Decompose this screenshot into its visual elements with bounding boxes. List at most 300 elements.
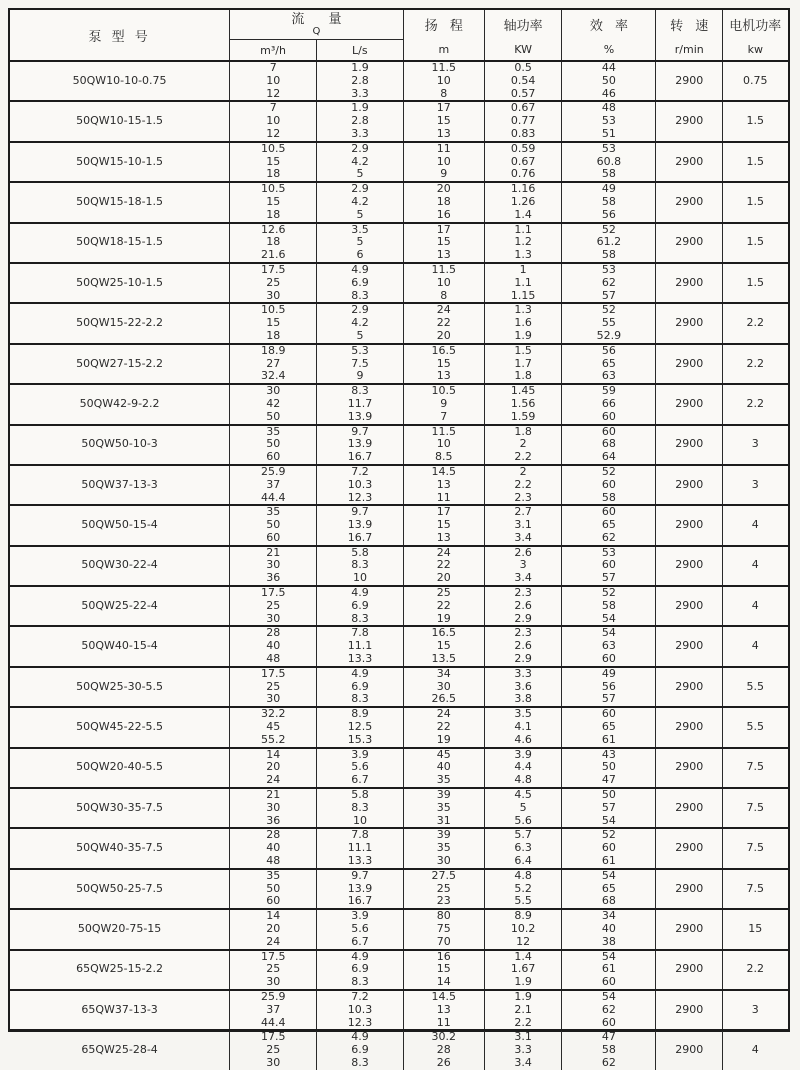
value-line: 3.3 [514, 666, 532, 680]
header-pump-model-label: 泵 型 号 [88, 30, 151, 45]
flow-m3h-cell [230, 910, 317, 948]
value-line: 14 [266, 747, 281, 761]
value-line: 54 [601, 626, 616, 640]
value-line: 30 [266, 1055, 281, 1069]
value-line: 10 [436, 437, 451, 451]
header-head-unit: m [438, 43, 450, 56]
value-line: 2.9 [514, 652, 532, 666]
value-line: 13 [436, 369, 451, 383]
value-line: 80 [436, 909, 451, 923]
value-line: 56 [601, 343, 616, 357]
motor-power-cell: 1.5 [746, 275, 765, 289]
table-row [10, 304, 788, 344]
value-line: 52 [601, 586, 616, 600]
value-line: 60 [601, 841, 616, 855]
value-line: 5.7 [514, 828, 532, 842]
value-line: 26 [436, 1055, 451, 1069]
flow-ls-cell [317, 143, 403, 181]
value-line: 13 [436, 248, 451, 262]
speed-cell: 2900 [656, 224, 723, 262]
motor-power-cell: 7.5 [746, 800, 765, 814]
flow-m3h-cell [230, 224, 317, 262]
value-line: 56 [601, 679, 616, 693]
value-line: 30 [266, 611, 281, 625]
shaft-power-cell [485, 466, 562, 504]
motor-power-cell: 15 [748, 922, 763, 935]
table-row [10, 991, 788, 1031]
pump-model-cell: 50QW25-22-4 [10, 587, 230, 625]
value-line: 16 [436, 207, 451, 221]
value-line: 0.83 [510, 126, 536, 140]
shaft-power-cell [485, 910, 562, 948]
value-line: 65 [601, 356, 616, 370]
motor-power-cell: 1.5 [746, 194, 765, 208]
speed-cell: 2900 [656, 587, 723, 625]
value-line: 25 [266, 275, 281, 289]
shaft-power-cell [485, 183, 562, 221]
value-line: 50 [601, 760, 616, 774]
value-line: 65 [601, 518, 616, 532]
value-line: 5 [356, 328, 364, 342]
header-motor-power-unit: kw [747, 43, 763, 56]
value-line: 68 [601, 894, 616, 908]
header-speed-label: 转 速 [670, 19, 713, 34]
value-line: 6.7 [351, 934, 369, 948]
header-efficiency-unit: % [603, 43, 615, 56]
value-line: 44 [601, 61, 616, 74]
motor-power-cell: 1.5 [746, 154, 765, 168]
value-line: 1.16 [510, 182, 536, 196]
value-line: 9.7 [351, 424, 369, 438]
value-line: 3.1 [514, 1030, 532, 1044]
value-line: 12 [266, 86, 281, 100]
value-line: 7 [269, 61, 277, 74]
value-line: 4.1 [514, 720, 532, 734]
value-line: 3 [519, 558, 527, 572]
value-line: 40 [601, 922, 616, 935]
value-line: 60 [601, 505, 616, 519]
value-line: 57 [601, 288, 616, 302]
value-line: 34 [601, 909, 616, 923]
value-line: 2.9 [351, 141, 369, 155]
value-line: 0.67 [510, 101, 536, 115]
value-line: 3.5 [351, 222, 369, 236]
value-line: 8.3 [351, 384, 369, 398]
value-line: 7.8 [351, 626, 369, 640]
value-line: 35 [266, 424, 281, 438]
value-line: 4.9 [351, 262, 369, 276]
flow-m3h-cell [230, 991, 317, 1029]
efficiency-cell [562, 62, 656, 100]
flow-m3h-cell [230, 749, 317, 787]
value-line: 8.3 [351, 611, 369, 625]
value-line: 58 [601, 194, 616, 208]
flow-m3h-cell [230, 102, 317, 140]
value-line: 22 [436, 316, 451, 330]
efficiency-cell [562, 547, 656, 585]
shaft-power-cell [485, 829, 562, 867]
value-line: 60 [601, 409, 616, 423]
value-line: 1.8 [514, 424, 532, 438]
speed-cell: 2900 [656, 829, 723, 867]
value-line: 10 [436, 73, 451, 87]
efficiency-cell [562, 789, 656, 827]
value-line: 3.3 [351, 126, 369, 140]
speed-cell: 2900 [656, 668, 723, 706]
value-line: 10 [352, 571, 367, 585]
head-cell [404, 62, 485, 100]
value-line: 40 [266, 841, 281, 855]
value-line: 28 [436, 1043, 451, 1057]
motor-power-cell: 7.5 [746, 881, 765, 895]
value-line: 5.8 [351, 788, 369, 802]
value-line: 15 [436, 114, 451, 128]
value-line: 3.9 [514, 747, 532, 761]
value-line: 13.9 [347, 409, 373, 423]
flow-ls-cell [317, 304, 403, 342]
value-line: 2.3 [514, 586, 532, 600]
value-line: 60 [266, 530, 281, 544]
value-line: 62 [601, 275, 616, 289]
value-line: 15 [436, 639, 451, 653]
value-line: 27.5 [431, 868, 457, 882]
shaft-power-cell [485, 991, 562, 1029]
flow-ls-cell [317, 749, 403, 787]
value-line: 6.4 [514, 854, 532, 868]
header-shaft-power [485, 10, 562, 60]
value-line: 1.56 [510, 396, 536, 410]
head-cell [404, 466, 485, 504]
flow-m3h-cell [230, 143, 317, 181]
value-line: 2.2 [514, 477, 532, 491]
header-efficiency-label: 效 率 [589, 19, 632, 34]
value-line: 35 [266, 505, 281, 519]
value-line: 1.9 [514, 989, 532, 1003]
flow-ls-cell [317, 991, 403, 1029]
value-line: 57 [601, 692, 616, 706]
pump-model-cell: 65QW25-28-4 [10, 1031, 230, 1069]
speed-cell: 2900 [656, 749, 723, 787]
value-line: 2.6 [514, 545, 532, 559]
value-line: 11 [436, 1015, 451, 1029]
table-row [10, 426, 788, 466]
speed-cell: 2900 [656, 506, 723, 544]
value-line: 3.3 [351, 86, 369, 100]
value-line: 54 [601, 813, 616, 827]
speed-cell: 2900 [656, 385, 723, 423]
efficiency-cell [562, 385, 656, 423]
value-line: 50 [266, 881, 281, 895]
value-line: 16.7 [347, 894, 373, 908]
motor-power-cell: 1.5 [746, 235, 765, 249]
value-line: 5.6 [514, 813, 532, 827]
flow-m3h-cell [230, 183, 317, 221]
efficiency-cell [562, 627, 656, 665]
table-row [10, 466, 788, 506]
head-cell [404, 870, 485, 908]
flow-m3h-cell [230, 264, 317, 302]
value-line: 11.5 [431, 424, 457, 438]
value-line: 9.7 [351, 868, 369, 882]
speed-cell: 2900 [656, 62, 723, 100]
motor-power-cell: 2.2 [746, 356, 765, 370]
value-line: 10.5 [260, 141, 286, 155]
shaft-power-cell [485, 426, 562, 464]
value-line: 30 [266, 384, 281, 398]
value-line: 0.54 [510, 73, 536, 87]
value-line: 25 [266, 598, 281, 612]
efficiency-cell [562, 506, 656, 544]
value-line: 4.8 [514, 868, 532, 882]
value-line: 55 [601, 316, 616, 330]
value-line: 25 [266, 1043, 281, 1057]
head-cell [404, 183, 485, 221]
value-line: 17.5 [260, 586, 286, 600]
value-line: 10 [266, 73, 281, 87]
value-line: 62 [601, 530, 616, 544]
value-line: 1.4 [514, 207, 532, 221]
shaft-power-cell [485, 789, 562, 827]
shaft-power-cell [485, 264, 562, 302]
value-line: 11 [436, 141, 451, 155]
value-line: 1.7 [514, 356, 532, 370]
value-line: 49 [601, 666, 616, 680]
value-line: 10.3 [347, 477, 373, 491]
value-line: 52 [601, 222, 616, 236]
value-line: 35 [436, 773, 451, 787]
table-body [10, 62, 788, 1070]
value-line: 18 [266, 167, 281, 181]
value-line: 21 [266, 545, 281, 559]
pump-model-cell: 65QW37-13-3 [10, 991, 230, 1029]
value-line: 6.3 [514, 841, 532, 855]
shaft-power-cell [485, 102, 562, 140]
value-line: 54 [601, 868, 616, 882]
header-speed-unit: r/min [674, 43, 704, 56]
value-line: 51 [601, 126, 616, 140]
value-line: 10 [436, 275, 451, 289]
value-line: 25.9 [260, 464, 286, 478]
flow-ls-cell [317, 506, 403, 544]
value-line: 6.9 [351, 275, 369, 289]
value-line: 26.5 [431, 692, 457, 706]
flow-ls-cell [317, 426, 403, 464]
head-cell [404, 668, 485, 706]
value-line: 60 [601, 707, 616, 721]
shaft-power-cell [485, 385, 562, 423]
value-line: 15 [436, 962, 451, 976]
value-line: 18 [266, 328, 281, 342]
efficiency-cell [562, 910, 656, 948]
value-line: 30 [436, 679, 451, 693]
value-line: 16.5 [431, 343, 457, 357]
value-line: 50 [601, 73, 616, 87]
value-line: 2.2 [514, 450, 532, 464]
head-cell [404, 143, 485, 181]
head-cell [404, 304, 485, 342]
speed-cell: 2900 [656, 708, 723, 746]
head-cell [404, 587, 485, 625]
efficiency-cell [562, 466, 656, 504]
value-line: 1.2 [514, 235, 532, 249]
value-line: 36 [266, 571, 281, 585]
table-row [10, 264, 788, 304]
pump-model-cell: 50QW45-22-5.5 [10, 708, 230, 746]
table-row [10, 627, 788, 667]
value-line: 6 [356, 248, 364, 262]
value-line: 14 [266, 909, 281, 923]
value-line: 50 [266, 437, 281, 451]
value-line: 66 [601, 396, 616, 410]
value-line: 14 [436, 975, 451, 989]
speed-cell: 2900 [656, 143, 723, 181]
value-line: 24 [436, 545, 451, 559]
table-row [10, 345, 788, 385]
shaft-power-cell [485, 587, 562, 625]
value-line: 3.4 [514, 571, 532, 585]
value-line: 62 [601, 1055, 616, 1069]
value-line: 2.1 [514, 1002, 532, 1016]
efficiency-cell [562, 951, 656, 989]
flow-m3h-cell [230, 789, 317, 827]
table-row [10, 385, 788, 425]
value-line: 2.9 [351, 182, 369, 196]
flow-ls-cell [317, 183, 403, 221]
pump-model-cell: 50QW20-40-5.5 [10, 749, 230, 787]
pump-model-cell: 50QW30-22-4 [10, 547, 230, 585]
value-line: 10.5 [431, 384, 457, 398]
value-line: 2.9 [351, 303, 369, 317]
value-line: 8.5 [435, 450, 453, 464]
value-line: 35 [436, 841, 451, 855]
efficiency-cell [562, 749, 656, 787]
value-line: 3.9 [351, 747, 369, 761]
value-line: 14.5 [431, 989, 457, 1003]
value-line: 52 [601, 464, 616, 478]
value-line: 2.3 [514, 490, 532, 504]
flow-ls-cell [317, 587, 403, 625]
efficiency-cell [562, 264, 656, 302]
value-line: 20 [266, 922, 281, 935]
value-line: 40 [266, 639, 281, 653]
value-line: 11.1 [347, 639, 373, 653]
shaft-power-cell [485, 345, 562, 383]
value-line: 21.6 [260, 248, 286, 262]
flow-ls-cell [317, 102, 403, 140]
value-line: 48 [266, 652, 281, 666]
value-line: 21 [266, 788, 281, 802]
value-line: 52 [601, 828, 616, 842]
shaft-power-cell [485, 1031, 562, 1069]
value-line: 19 [436, 611, 451, 625]
value-line: 8 [440, 86, 448, 100]
table-row [10, 749, 788, 789]
motor-power-cell: 3 [751, 437, 759, 451]
value-line: 53 [601, 141, 616, 155]
shaft-power-cell [485, 506, 562, 544]
value-line: 17 [436, 505, 451, 519]
value-line: 2 [519, 437, 527, 451]
efficiency-cell [562, 345, 656, 383]
value-line: 5 [356, 207, 364, 221]
value-line: 1.9 [514, 328, 532, 342]
value-line: 1.3 [514, 303, 532, 317]
value-line: 49 [601, 182, 616, 196]
table-row [10, 708, 788, 748]
flow-m3h-cell [230, 345, 317, 383]
value-line: 4.9 [351, 1030, 369, 1044]
value-line: 30 [266, 692, 281, 706]
value-line: 24 [266, 934, 281, 948]
speed-cell: 2900 [656, 1031, 723, 1069]
value-line: 5.5 [514, 894, 532, 908]
value-line: 12.5 [347, 720, 373, 734]
value-line: 23 [436, 894, 451, 908]
value-line: 17 [436, 101, 451, 115]
pump-model-cell: 50QW27-15-2.2 [10, 345, 230, 383]
head-cell [404, 385, 485, 423]
value-line: 6.9 [351, 679, 369, 693]
efficiency-cell [562, 102, 656, 140]
head-cell [404, 426, 485, 464]
value-line: 40 [436, 760, 451, 774]
header-motor-power [723, 10, 788, 60]
value-line: 8.3 [351, 288, 369, 302]
flow-ls-cell [317, 708, 403, 746]
motor-power-cell: 5.5 [746, 720, 765, 734]
table-row [10, 1031, 788, 1069]
motor-power-cell: 2.2 [746, 316, 765, 330]
speed-cell: 2900 [656, 991, 723, 1029]
value-line: 1.1 [514, 275, 532, 289]
speed-cell: 2900 [656, 304, 723, 342]
value-line: 3.4 [514, 1055, 532, 1069]
table-row [10, 224, 788, 264]
motor-power-cell: 7.5 [746, 760, 765, 774]
flow-ls-cell [317, 789, 403, 827]
value-line: 30.2 [431, 1030, 457, 1044]
value-line: 20 [266, 760, 281, 774]
value-line: 50 [266, 409, 281, 423]
value-line: 68 [601, 437, 616, 451]
value-line: 8.3 [351, 800, 369, 814]
pump-spec-table [8, 8, 790, 1069]
flow-m3h-cell [230, 304, 317, 342]
value-line: 10.5 [260, 303, 286, 317]
efficiency-cell [562, 224, 656, 262]
value-line: 25 [436, 881, 451, 895]
value-line: 1.59 [510, 409, 536, 423]
value-line: 9 [356, 369, 364, 383]
value-line: 0.67 [510, 154, 536, 168]
value-line: 16 [436, 949, 451, 963]
table-row [10, 183, 788, 223]
flow-ls-cell [317, 627, 403, 665]
value-line: 18 [436, 194, 451, 208]
value-line: 60.8 [596, 154, 622, 168]
value-line: 18 [266, 235, 281, 249]
value-line: 38 [601, 934, 616, 948]
value-line: 12.3 [347, 1015, 373, 1029]
header-motor-power-label: 电机功率 [729, 19, 782, 34]
value-line: 1.26 [510, 194, 536, 208]
value-line: 42 [266, 396, 281, 410]
value-line: 53 [601, 545, 616, 559]
value-line: 17.5 [260, 666, 286, 680]
value-line: 46 [601, 86, 616, 100]
value-line: 36 [266, 813, 281, 827]
value-line: 3.8 [514, 692, 532, 706]
